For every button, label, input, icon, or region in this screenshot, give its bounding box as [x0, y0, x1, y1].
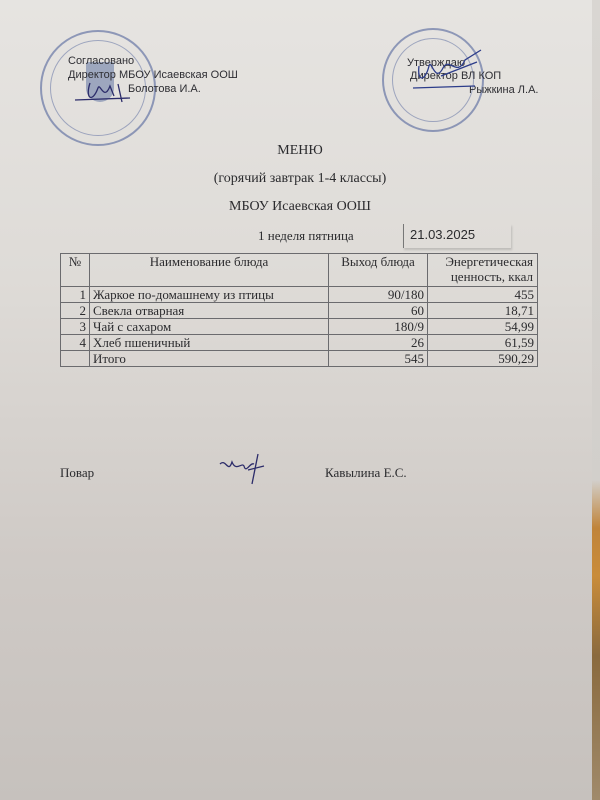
date-field: 21.03.2025 [403, 224, 511, 248]
row-number: 4 [61, 335, 90, 351]
table-row [61, 335, 538, 351]
row-number: 3 [61, 319, 90, 335]
table-row [61, 287, 538, 303]
signature-cook-icon [218, 452, 268, 488]
approval-left-name: Болотова И.А. [128, 83, 201, 95]
total-energy: 590,29 [428, 351, 538, 367]
dish-output: 90/180 [329, 287, 428, 303]
column-header-output: Выход блюда [329, 254, 428, 287]
dish-name: Чай с сахаром [90, 319, 329, 335]
approval-right-position: Директор ВЛ КОП [410, 70, 502, 82]
table-surface-edge [592, 0, 600, 800]
row-number: 1 [61, 287, 90, 303]
approval-left-label: Согласовано [68, 55, 135, 67]
document-subtitle: (горячий завтрак 1-4 классы) [213, 171, 387, 186]
cook-name: Кавылина Е.С. [325, 465, 407, 480]
dish-output: 60 [329, 303, 428, 319]
column-header-number: № [61, 254, 90, 287]
school-name: МБОУ Исаевская ООШ [229, 199, 371, 214]
total-output: 545 [329, 351, 428, 367]
dish-output: 26 [329, 335, 428, 351]
approval-left-position: Директор МБОУ Исаевская ООШ [68, 69, 238, 81]
week-day-label: 1 неделя пятница [258, 228, 354, 243]
dish-energy: 455 [428, 287, 538, 303]
row-number: 2 [61, 303, 90, 319]
dish-energy: 18,71 [428, 303, 538, 319]
total-label: Итого [90, 351, 329, 367]
table-row [61, 319, 538, 335]
document-title: МЕНЮ [277, 143, 323, 158]
cook-role: Повар [60, 465, 95, 480]
column-header-energy: Энергетическая ценность, ккал [428, 254, 538, 287]
dish-name: Жаркое по-домашнему из птицы [90, 287, 329, 303]
approval-right-label: Утверждаю [407, 57, 466, 69]
table-row [61, 303, 538, 319]
dish-energy: 54,99 [428, 319, 538, 335]
table-total-row [61, 351, 538, 367]
dish-name: Хлеб пшеничный [90, 335, 329, 351]
menu-table [60, 253, 538, 367]
dish-energy: 61,59 [428, 335, 538, 351]
row-number [61, 351, 90, 367]
dish-name: Свекла отварная [90, 303, 329, 319]
signature-left-icon [70, 78, 140, 108]
signature-right-icon [405, 48, 485, 98]
column-header-dish: Наименование блюда [90, 254, 329, 287]
table-header-row [61, 254, 538, 287]
dish-output: 180/9 [329, 319, 428, 335]
approval-right-name: Рыжкина Л.А. [469, 84, 539, 96]
